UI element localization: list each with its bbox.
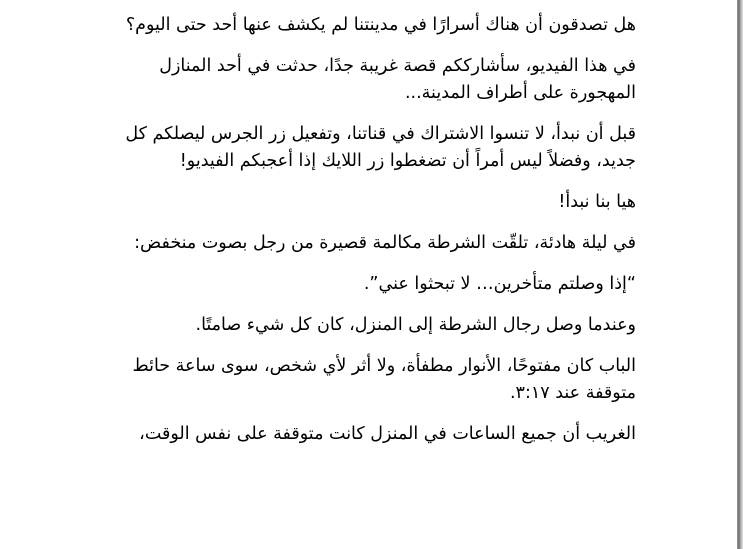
paragraph-9: الغريب أن جميع الساعات في المنزل كانت متوقفة على نفس الوقت، xyxy=(139,424,636,444)
paragraph-5: في ليلة هادئة، تلقّت الشرطة مكالمة قصيرة من رجل بصوت منخفض: xyxy=(134,233,636,253)
document-body xyxy=(118,12,636,448)
paragraph-4: هيا بنا نبدأ! xyxy=(558,192,636,212)
paragraph-8: الباب كان مفتوحًا، الأنوار مطفأة، ولا أثر لأي شخص، سوى ساعة حائط متوقفة عند ٣:١٧. xyxy=(132,356,636,403)
paragraph-2: في هذا الفيديو، سأشارككم قصة غريبة جدًا، حدثت في أحد المنازل المهجورة على أطراف المدينة... xyxy=(159,56,636,103)
page-edge-shadow xyxy=(737,0,743,549)
paragraph-3: قبل أن نبدأ، لا تنسوا الاشتراك في قناتنا، وتفعيل زر الجرس ليصلكم كل جديد، وفضلاً ليس أمراً أن تضغطوا زر اللايك إذا أعجبكم الفيديو! xyxy=(125,124,636,171)
paragraph-7: وعندما وصل رجال الشرطة إلى المنزل، كان كل شيء صامتًا. xyxy=(195,315,636,335)
paragraph-6: “إذا وصلتم متأخرين… لا تبحثوا عني”. xyxy=(363,274,636,294)
paragraph-1: هل تصدقون أن هناك أسرارًا في مدينتنا لم يكشف عنها أحد حتى اليوم؟ xyxy=(125,15,636,35)
